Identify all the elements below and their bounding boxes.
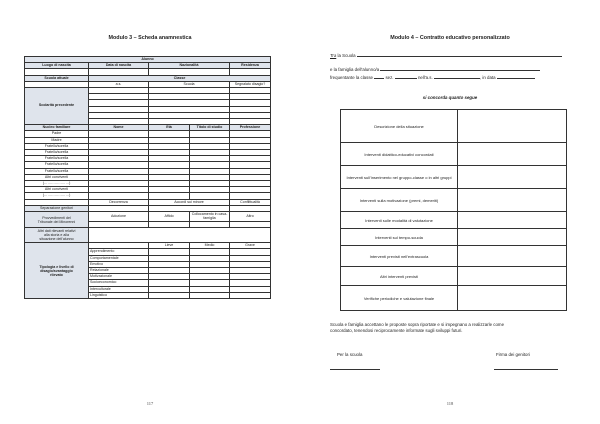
e-text: e la famiglia dell'alunno/a bbox=[330, 67, 380, 72]
anamnestic-table bbox=[24, 56, 271, 299]
table-row bbox=[341, 189, 567, 212]
col-data: Data di nascita bbox=[89, 63, 149, 69]
contract-row-label: Descrizione della situazione bbox=[341, 110, 458, 143]
disagio-item: Linguistico bbox=[89, 292, 149, 298]
altri-dati-label: Altri dati rilevanti relativi alla storia e alla situazione dell'alunno bbox=[25, 228, 89, 243]
concorda-heading: si concorda quanto segue bbox=[422, 95, 478, 100]
contract-row-label: Interventi sulle modalità di valutazione bbox=[341, 212, 458, 229]
left-page-number: 117 bbox=[146, 401, 154, 406]
col-collocamento: Collocamento in casa-famiglia bbox=[190, 211, 230, 221]
tra-prefix: Tra bbox=[330, 53, 337, 58]
tra-text: la Scuola bbox=[337, 53, 356, 58]
disagio-item: Emotivo bbox=[89, 261, 149, 267]
disagio-label: Tipologia e livello di disagio/svantaggio rilevato bbox=[25, 243, 89, 299]
contract-row-label: Interventi didattico-educativi concordati bbox=[341, 143, 458, 166]
col-segnalato: Segnalato disagio? bbox=[230, 81, 271, 87]
contract-row-label: Interventi sull'inserimento nel gruppo-classe o in altri gruppi bbox=[341, 166, 458, 189]
tra-line bbox=[330, 52, 575, 59]
frequenza-line: frequentante la classe sez. nell'a.s. , in data bbox=[330, 74, 575, 81]
family-member: Fratello/sorella bbox=[25, 149, 89, 155]
left-page-title: Modulo 3 – Scheda anamnestica bbox=[108, 35, 192, 41]
family-member: Altri conviventi bbox=[25, 174, 89, 180]
col-nome: Nome bbox=[89, 125, 149, 131]
alunno-header: Alunno bbox=[25, 57, 271, 63]
col-adozione: Adozione bbox=[89, 211, 149, 221]
sign-parents-line bbox=[494, 369, 558, 370]
col-accordi: Accordi sui minore bbox=[149, 199, 230, 205]
table-row bbox=[341, 166, 567, 189]
sign-parents-label: Firma dei genitori bbox=[496, 352, 530, 357]
col-scuola: Scuola bbox=[149, 81, 230, 87]
table-row bbox=[341, 212, 567, 229]
disagio-item: Motivazionale bbox=[89, 274, 149, 280]
sign-school-label: Per la scuola bbox=[337, 352, 363, 357]
col-altro: Altro bbox=[230, 211, 271, 221]
table-row bbox=[341, 246, 567, 267]
contract-row-label: Altri interventi previsti bbox=[341, 267, 458, 286]
contract-table bbox=[340, 109, 567, 311]
closing-paragraph: Scuola e famiglia accettano le proposte sopra riportate e si impegnano a realizzarle come concordato, tenendosi reciprocamente informate sugli sviluppi futuri. bbox=[330, 322, 505, 333]
col-luogo: Luogo di nascita bbox=[25, 63, 89, 69]
disagio-item: Relazionale bbox=[89, 267, 149, 273]
col-grave: Grave bbox=[230, 243, 271, 249]
table-row bbox=[341, 143, 567, 166]
family-member: Padre bbox=[25, 131, 89, 137]
col-residenza: Residenza bbox=[230, 63, 271, 69]
table-row bbox=[341, 229, 567, 246]
family-member: Fratello/sorella bbox=[25, 168, 89, 174]
family-member: Altri conviventi bbox=[25, 187, 89, 193]
col-titolo: Titolo di studio bbox=[190, 125, 230, 131]
table-row bbox=[341, 286, 567, 311]
contract-row-label: Interventi previsti nell'extrascuola bbox=[341, 246, 458, 267]
table-row bbox=[341, 110, 567, 143]
family-member: (…………………) bbox=[25, 193, 89, 199]
family-member: Fratello/sorella bbox=[25, 156, 89, 162]
famiglia-line bbox=[330, 66, 575, 73]
col-as: a.s. bbox=[89, 81, 149, 87]
scolarita-label: Scolarità precedente bbox=[25, 88, 89, 125]
disagio-item: Apprendimento bbox=[89, 249, 149, 255]
family-member: Fratello/sorella bbox=[25, 162, 89, 168]
col-medio: Medio bbox=[190, 243, 230, 249]
contract-row-label: Interventi sul tempo-scuola bbox=[341, 229, 458, 246]
col-nazionalita: Nazionalità bbox=[149, 63, 230, 69]
family-member: (…………………) bbox=[25, 180, 89, 186]
right-page bbox=[300, 0, 600, 424]
col-affido: Affido bbox=[149, 211, 190, 221]
right-page-number: 118 bbox=[446, 401, 454, 406]
disagio-item: Comportamentale bbox=[89, 255, 149, 261]
col-eta: Età bbox=[149, 125, 190, 131]
family-member: Madre bbox=[25, 137, 89, 143]
classe-label: Classe bbox=[89, 75, 271, 81]
table-row bbox=[25, 228, 271, 243]
contract-row-label: Interventi sulla motivazione (premi, demeriti) bbox=[341, 189, 458, 212]
right-page-title: Modulo 4 – Contratto educativo personalizzato bbox=[390, 35, 510, 41]
family-member: Fratello/sorella bbox=[25, 143, 89, 149]
disagio-item: Interculturale bbox=[89, 286, 149, 292]
table-row bbox=[341, 267, 567, 286]
col-conflittualita: Conflittualità bbox=[230, 199, 271, 205]
col-nucleo: Nucleo familiare bbox=[25, 125, 89, 131]
contract-row-label: Verifiche periodiche e valutazione finale bbox=[341, 286, 458, 311]
separazione-label: Separazione genitori bbox=[25, 205, 89, 211]
disagio-item: Socioeconomico bbox=[89, 280, 149, 286]
provvedimenti-label: Provvedimenti del Tribunale dei Minorenni bbox=[25, 211, 89, 227]
sign-school-line bbox=[330, 369, 380, 370]
scuola-attuale-label: Scuola attuale bbox=[25, 75, 89, 81]
table-row bbox=[25, 211, 271, 221]
col-lieve: Lieve bbox=[149, 243, 190, 249]
col-professione: Professione bbox=[230, 125, 271, 131]
col-decorrenza: Decorrenza bbox=[89, 199, 149, 205]
